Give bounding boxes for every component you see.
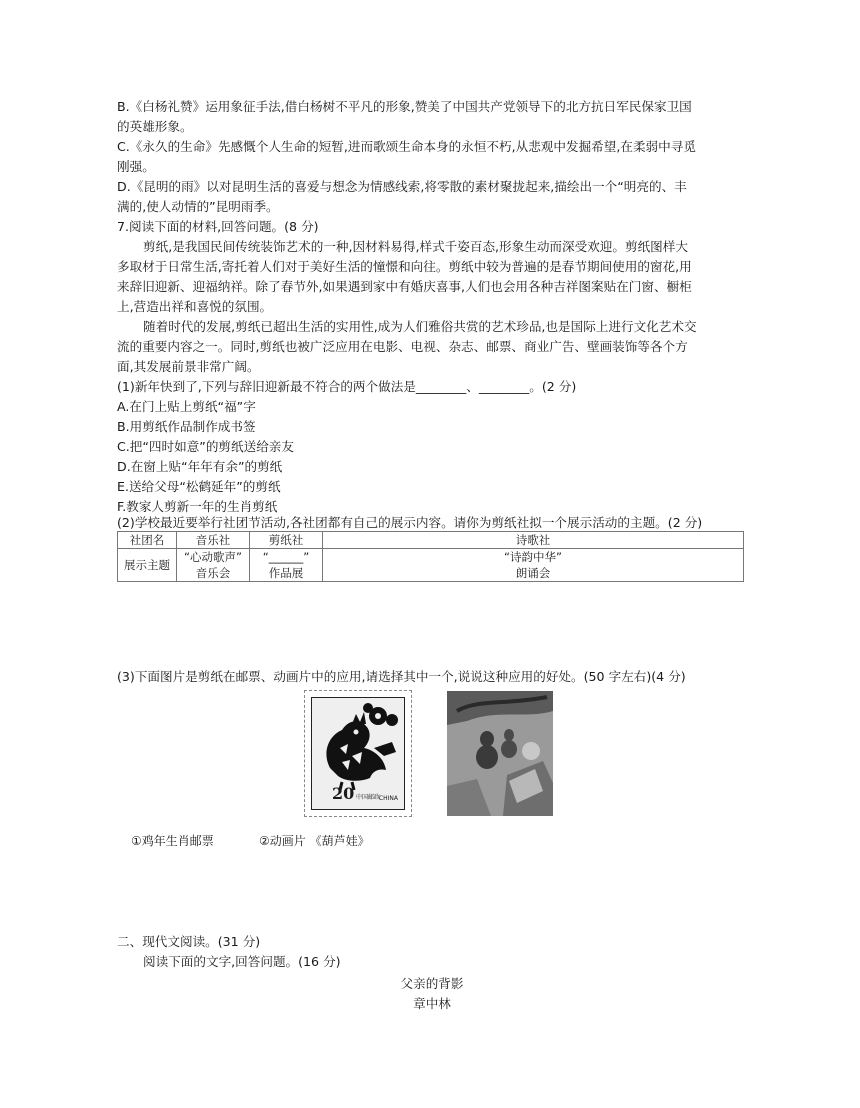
option-b-line-1: B.《白杨礼赞》运用象征手法,借白杨树不平凡的形象,赞美了中国共产党领导下的北方抗日军民保家卫国 (117, 99, 692, 114)
music-theme-cell (177, 549, 250, 582)
choice-f: F.教家人剪新一年的生肖剪纸 (117, 499, 278, 514)
stamp-denomination: 20 (332, 784, 355, 803)
stamp-caption: ①鸡年生肖邮票 (131, 834, 214, 848)
music-theme-name: “心动歌声” (184, 550, 242, 564)
paragraph-1-line-1: 剪纸,是我国民间传统装饰艺术的一种,因材料易得,样式千姿百态,形象生动而深受欢迎。剪纸图样大 (143, 239, 688, 254)
stamp-face (311, 697, 405, 810)
article-author: 章中林 (413, 996, 451, 1011)
table-row (118, 549, 744, 582)
option-c-line-2: 刚强。 (117, 159, 155, 174)
sub-question-3: (3)下面图片是剪纸在邮票、动画片中的应用,请选择其中一个,说说这种应用的好处。(50 字左右)(4 分) (117, 669, 686, 684)
header-club-name: 社团名 (118, 532, 177, 549)
papercut-theme-cell[interactable] (250, 549, 323, 582)
question-7: 7.阅读下面的材料,回答问题。(8 分) (117, 219, 319, 234)
choice-d: D.在窗上贴“年年有余”的剪纸 (117, 459, 283, 474)
calabash-brothers-scene-icon (447, 691, 553, 816)
papercut-theme-type: 作品展 (268, 566, 304, 580)
reading-instruction: 阅读下面的文字,回答问题。(16 分) (143, 954, 341, 969)
option-d-line-1: D.《昆明的雨》以对昆明生活的喜爱与想念为情感线索,将零散的素材聚拢起来,描绘出一个“明亮的、丰 (117, 179, 687, 194)
poetry-theme-type: 朗诵会 (515, 566, 551, 580)
paragraph-2-line-3: 面,其发展前景非常广阔。 (117, 359, 260, 374)
sub-question-2: (2)学校最近要举行社团节活动,各社团都有自己的展示内容。请你为剪纸社拟一个展示活动的主题。(2 分) (117, 515, 703, 530)
poetry-theme-cell (323, 549, 744, 582)
paragraph-1-line-4: 上,营造出祥和喜悦的氛围。 (117, 299, 273, 314)
header-poetry-club: 诗歌社 (323, 532, 744, 549)
poetry-theme-name: “诗韵中华” (504, 550, 562, 564)
section-2-heading: 二、现代文阅读。(31 分) (117, 934, 261, 949)
option-b-line-2: 的英雄形象。 (117, 119, 193, 134)
club-theme-table (117, 531, 744, 582)
option-d-line-2: 满的,使人动情的”昆明雨季。 (117, 199, 279, 214)
option-c-line-1: C.《永久的生命》先感慨个人生命的短暂,进而歌颂生命本身的永恒不朽,从悲观中发掘希望,在柔弱中寻觅 (117, 139, 696, 154)
row-label-theme: 展示主题 (118, 549, 177, 582)
header-music-club: 音乐社 (177, 532, 250, 549)
article-title: 父亲的背影 (400, 976, 464, 991)
header-papercut-club: 剪纸社 (250, 532, 323, 549)
calabash-cartoon-image (447, 691, 553, 816)
rooster-stamp-image (304, 690, 412, 817)
cartoon-caption: ②动画片 《葫芦娃》 (259, 834, 370, 848)
stamp-post-label: 中国邮政 (356, 794, 381, 801)
paragraph-2-line-1: 随着时代的发展,剪纸已超出生活的实用性,成为人们雅俗共赏的艺术珍品,也是国际上进行文化艺术交 (143, 319, 697, 334)
choice-b: B.用剪纸作品制作成书签 (117, 419, 256, 434)
stamp-country-label: CHINA (378, 795, 398, 802)
paragraph-2-line-2: 流的重要内容之一。同时,剪纸也被广泛应用在电影、电视、杂志、邮票、商业广告、壁画装饰等各个方 (117, 339, 688, 354)
choice-c: C.把“四时如意”的剪纸送给亲友 (117, 439, 294, 454)
sub-question-1: (1)新年快到了,下列与辞旧迎新最不符合的两个做法是________、________。(2 分) (117, 379, 577, 394)
choice-a: A.在门上贴上剪纸“福”字 (117, 399, 256, 414)
paragraph-1-line-2: 多取材于日常生活,寄托着人们对于美好生活的憧憬和向往。剪纸中较为普遍的是春节期间使用的窗花,用 (117, 259, 692, 274)
music-theme-type: 音乐会 (195, 566, 231, 580)
paragraph-1-line-3: 来辞旧迎新、迎福纳祥。除了春节外,如果遇到家中有婚庆喜事,人们也会用各种吉祥图案贴在门窗、橱柜 (117, 279, 692, 294)
choice-e: E.送给父母“松鹤延年”的剪纸 (117, 479, 281, 494)
papercut-theme-blank[interactable]: “______” (262, 550, 310, 564)
table-header-row (118, 532, 744, 549)
